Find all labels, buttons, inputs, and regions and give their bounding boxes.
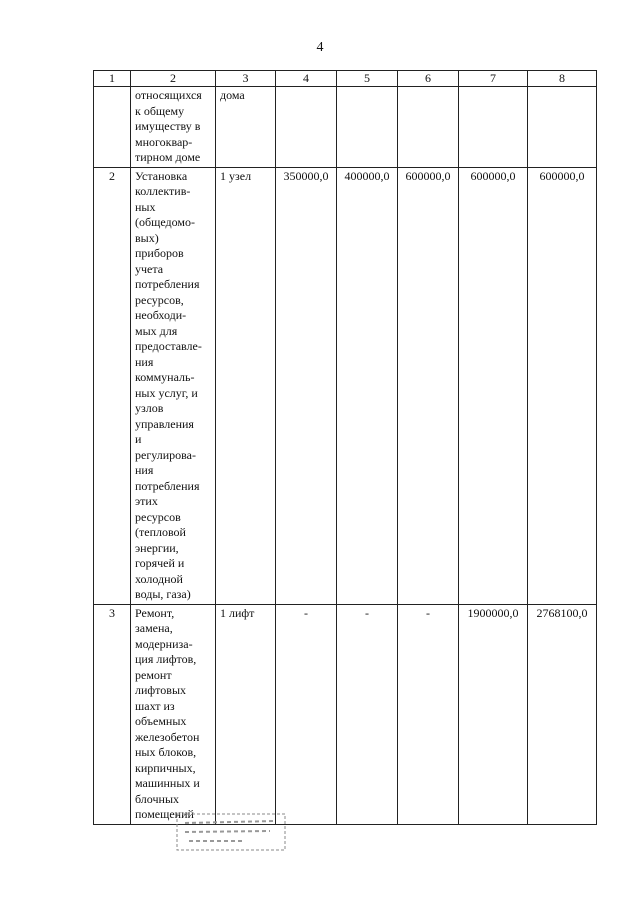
work-name-line: замена, [135,621,173,635]
cost-value-cell: 350000,0 [276,167,337,604]
column-header: 7 [459,71,528,87]
work-name-line: лифтовых [135,683,186,697]
work-name-cell [131,167,216,604]
work-name-line: кирпичных, [135,760,196,775]
work-name-line: предоставле- [135,339,202,353]
work-name-line: помещений [135,807,194,821]
unit-cell: 1 лифт [216,604,276,824]
work-name-line: ресурсов, [135,292,184,307]
column-header: 4 [276,71,337,87]
work-name-cell [131,604,216,824]
work-name-line: к общему [135,103,185,118]
work-name-line: регулирова- [135,447,196,462]
work-name-line: машинных и [135,776,200,790]
cost-value-cell: 400000,0 [337,167,398,604]
cost-value-cell: 2768100,0 [528,604,597,824]
cost-value-cell: - [276,604,337,824]
work-name-line: тирном доме [135,150,201,164]
work-name-line: ных [135,199,156,214]
cost-value-cell: 600000,0 [528,167,597,604]
table-body [94,87,597,825]
work-name-line: горячей и [135,556,185,570]
work-name-line: и [135,432,142,446]
work-name-line: коммуналь- [135,370,195,384]
work-name-line: относящихся [135,88,202,102]
row-number-cell: 3 [94,604,131,824]
work-name-line: ния [135,354,154,369]
column-header: 1 [94,71,131,87]
work-name-line: узлов [135,401,164,415]
work-name-line: ных услуг, и [135,385,198,400]
work-name-line: ния [135,463,154,477]
work-name-line: имуществу в [135,119,201,133]
table-row [94,87,597,168]
work-name-line: железобетон [135,729,200,744]
work-name-line: (общедомо- [135,215,195,229]
work-name-line: ремонт [135,667,172,682]
work-name-line: энергии, [135,540,179,555]
work-name-line: модерниза- [135,636,193,651]
cost-value-cell [528,87,597,168]
column-header: 5 [337,71,398,87]
table-header-row [94,71,597,87]
cost-value-cell: 600000,0 [459,167,528,604]
work-name-line: потребления [135,478,200,493]
work-name-line: объемных [135,714,187,728]
stamp-icon [175,810,287,854]
unit-cell: дома [216,87,276,168]
row-number-cell: 2 [94,167,131,604]
work-name-line: ресурсов [135,509,181,524]
work-name-line: многоквар- [135,134,193,149]
work-name-line: шахт из [135,698,175,713]
column-header: 3 [216,71,276,87]
page-number: 4 [316,40,324,55]
cost-value-cell [459,87,528,168]
work-name-line: Установка [135,168,188,183]
work-name-line: учета [135,261,164,276]
work-name-line: коллектив- [135,184,191,198]
row-number-cell [94,87,131,168]
work-name-line: мых для [135,323,178,338]
work-name-line: потребления [135,277,200,291]
cost-value-cell: 600000,0 [398,167,459,604]
cost-value-cell: - [398,604,459,824]
work-name-line: этих [135,494,158,508]
cost-value-cell [276,87,337,168]
work-name-line: холодной [135,571,183,586]
work-name-line: необходи- [135,308,187,322]
work-name-line: Ремонт, [135,605,175,620]
work-name-line: (тепловой [135,525,186,539]
work-name-line: ных блоков, [135,745,197,759]
work-name-line: воды, газа) [135,587,191,601]
table-row [94,167,597,604]
column-header: 2 [131,71,216,87]
cost-value-cell [398,87,459,168]
unit-cell: 1 узел [216,167,276,604]
work-name-cell [131,87,216,168]
column-header: 8 [528,71,597,87]
work-name-line: управления [135,416,194,431]
budget-table [93,70,597,825]
cost-value-cell [337,87,398,168]
table-row [94,604,597,824]
work-name-line: блочных [135,791,180,806]
work-name-line: ция лифтов, [135,652,197,666]
work-name-line: вых) [135,230,159,245]
column-header: 6 [398,71,459,87]
cost-value-cell: - [337,604,398,824]
cost-value-cell: 1900000,0 [459,604,528,824]
work-name-line: приборов [135,246,184,260]
